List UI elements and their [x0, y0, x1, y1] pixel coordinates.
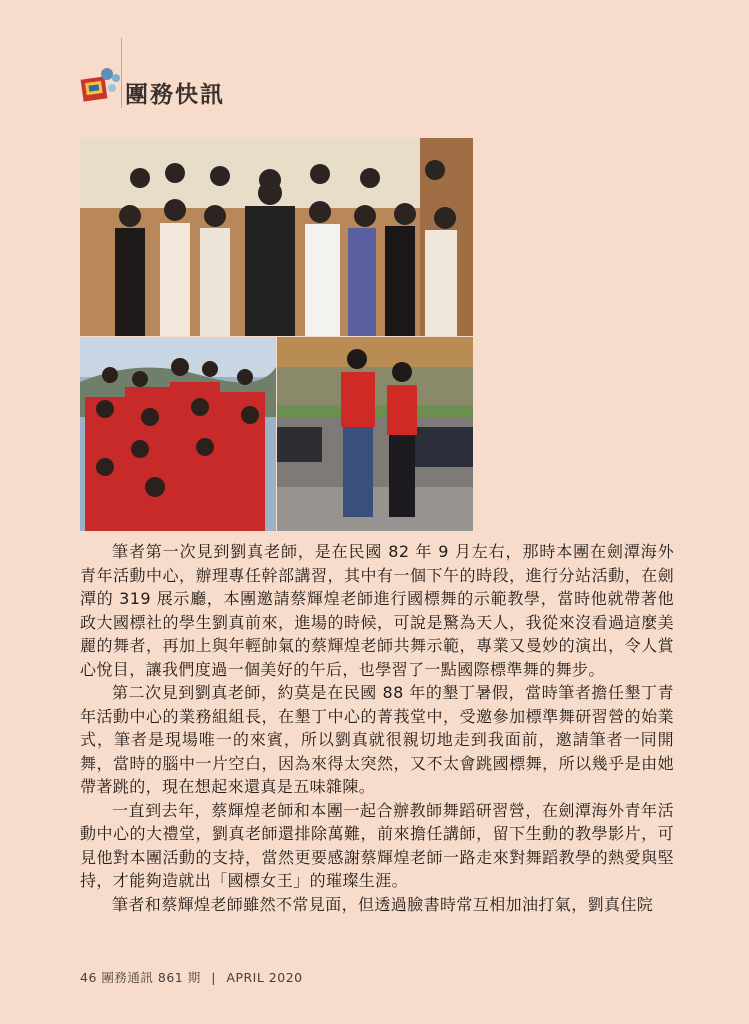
article-paragraph: 筆者第一次見到劉真老師，是在民國 82 年 9 月左右，那時本團在劍潭海外青年活動中心，辦理專任幹部講習，其中有一個下午的時段，進行分站活動，在劍潭的 319 展示廳，本團邀請蔡輝煌老師進行國標舞的示範教學，當時他就帶著他政大國標社的學生劉真前來，進場的時候，可說是驚為天人，我從來沒看過這麼美麗的舞者，再加上與年輕帥氣的蔡輝煌老師共舞示範，專業又曼妙的演出，令人賞心悅目，讓我們度過一個美好的午后，也學習了一點國際標準舞的舞步。 — [80, 542, 674, 679]
article-paragraph: 第二次見到劉真老師，約莫是在民國 88 年的墾丁暑假，當時筆者擔任墾丁青年活動中心的業務組組長，在墾丁中心的菁莪堂中，受邀參加標準舞研習營的始業式，筆者是現場唯一的來賓，所以劉真就很親切地走到我面前，邀請筆者一同開舞，當時的腦中一片空白，因為來得太突然，又不太會跳國標舞，所以幾乎是由她帶著跳的，現在想起來還真是五味雜陳。 — [80, 683, 674, 796]
footer-separator: | — [211, 970, 216, 985]
article-paragraph: 筆者和蔡輝煌老師雖然不常見面，但透過臉書時常互相加油打氣，劉真住院 — [112, 894, 654, 914]
group-photo-red-shirts — [80, 337, 276, 531]
page-footer — [80, 968, 303, 986]
section-title: 團務快訊 — [125, 82, 225, 108]
group-photo-indoor — [80, 138, 473, 336]
article-body — [80, 540, 674, 916]
page-number: 46 — [80, 970, 97, 985]
article-paragraph: 一直到去年，蔡輝煌老師和本團一起合辦教師舞蹈研習營，在劍潭海外青年活動中心的大禮堂，劉真老師還排除萬難，前來擔任講師，留下生動的教學影片，可見他對本團活動的支持，當然更要感謝蔡輝煌老師一路走來對舞蹈教學的熱愛與堅持，才能夠造就出「國標女王」的璀璨生涯。 — [80, 800, 674, 890]
issue-date: APRIL 2020 — [226, 970, 303, 985]
publication-name: 團務通訊 861 期 — [101, 970, 201, 985]
couple-photo-parking-lot — [277, 337, 473, 531]
section-logo-icon — [80, 64, 122, 106]
